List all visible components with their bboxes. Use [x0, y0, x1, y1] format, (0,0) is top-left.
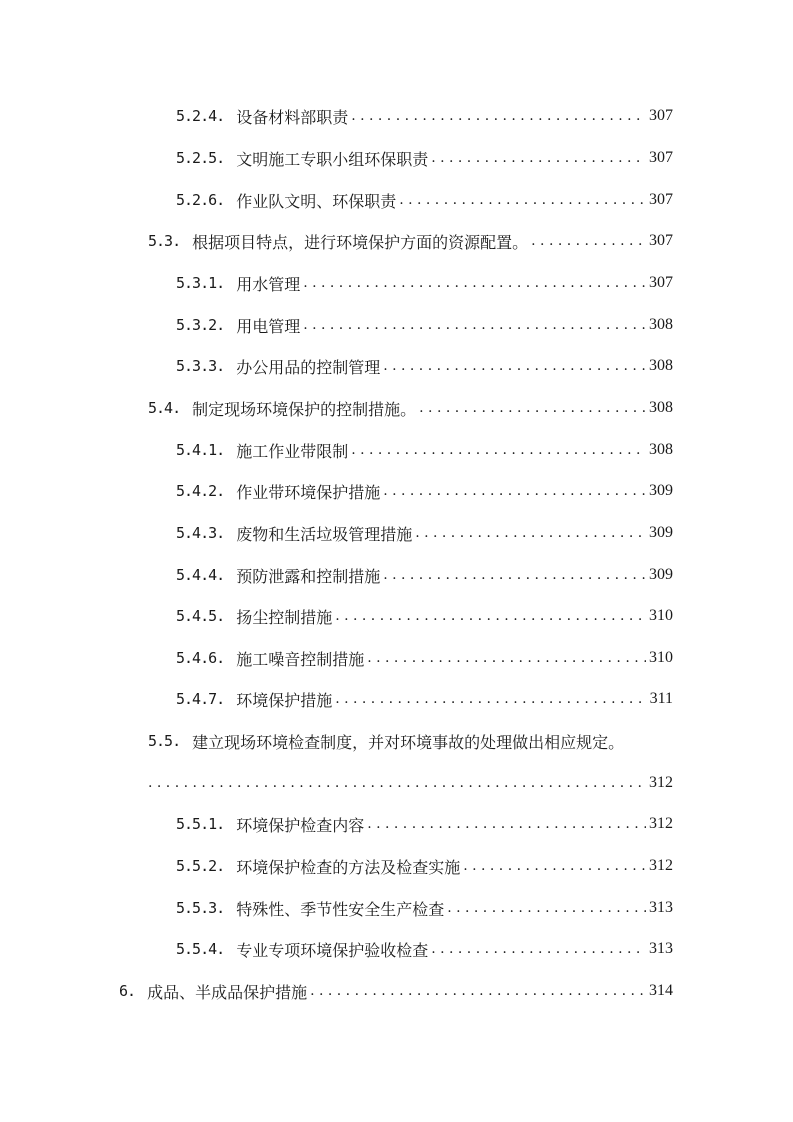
toc-entry[interactable] [176, 479, 673, 503]
entry-title: 文明施工专职小组环保职责 [236, 149, 429, 169]
entry-page: 312 [649, 774, 673, 791]
toc-entry[interactable] [176, 313, 673, 337]
entry-page: 307 [649, 107, 673, 124]
entry-page: 310 [649, 649, 673, 666]
toc-entry[interactable] [176, 604, 673, 628]
entry-title: 制定现场环境保护的控制措施。 [192, 399, 417, 419]
entry-title: 环境保护措施 [236, 690, 333, 710]
toc-entry[interactable] [176, 812, 673, 836]
entry-page: 309 [649, 524, 673, 541]
dot-leader [399, 192, 646, 208]
toc-entry[interactable] [176, 438, 673, 462]
entry-title: 根据项目特点，进行环境保护方面的资源配置。 [192, 232, 529, 252]
dot-leader [431, 150, 646, 166]
entry-title: 环境保护检查内容 [236, 815, 365, 835]
dot-leader [148, 775, 646, 791]
entry-number: 5.3.2. [176, 316, 225, 334]
entry-number: 5.5.3. [176, 899, 225, 917]
entry-title: 特殊性、季节性安全生产检查 [236, 899, 445, 919]
entry-number: 5.4.4. [176, 566, 225, 584]
entry-title: 废物和生活垃圾管理措施 [236, 524, 413, 544]
entry-page: 308 [649, 316, 673, 333]
entry-number: 6. [119, 982, 136, 1000]
entry-title: 施工噪音控制措施 [236, 649, 365, 669]
entry-number: 5.4.7. [176, 690, 225, 708]
entry-page: 313 [649, 899, 673, 916]
dot-leader [447, 900, 646, 916]
dot-leader [463, 858, 646, 874]
toc-entry[interactable] [119, 979, 673, 1003]
entry-title: 成品、半成品保护措施 [147, 982, 308, 1002]
entry-number: 5.4.3. [176, 524, 225, 542]
toc-entry[interactable] [176, 937, 673, 961]
dot-leader [531, 233, 646, 249]
entry-title: 用水管理 [236, 274, 301, 294]
entry-number: 5.5.2. [176, 857, 225, 875]
entry-page: 309 [649, 566, 673, 583]
entry-title: 建立现场环境检查制度，并对环境事故的处理做出相应规定。 [192, 732, 625, 752]
dot-leader [383, 358, 646, 374]
toc-entry[interactable] [176, 687, 673, 711]
toc-entry-title-line[interactable] [148, 729, 693, 753]
dot-leader [367, 816, 646, 832]
toc-entry[interactable] [176, 271, 673, 295]
entry-number: 5.5.4. [176, 940, 225, 958]
entry-page: 308 [649, 357, 673, 374]
entry-number: 5.5. [148, 732, 181, 750]
entry-number: 5.2.5. [176, 149, 225, 167]
entry-page: 307 [649, 149, 673, 166]
dot-leader [303, 317, 646, 333]
toc-entry[interactable] [176, 854, 673, 878]
entry-page: 309 [649, 482, 673, 499]
entry-number: 5.4. [148, 399, 181, 417]
entry-title: 扬尘控制措施 [236, 607, 333, 627]
dot-leader [367, 650, 646, 666]
dot-leader [383, 567, 646, 583]
dot-leader [351, 442, 646, 458]
toc-entry[interactable] [176, 646, 673, 670]
dot-leader [303, 275, 646, 291]
entry-title: 用电管理 [236, 316, 301, 336]
toc-entry[interactable] [176, 188, 673, 212]
entry-page: 308 [649, 399, 673, 416]
entry-page: 311 [649, 690, 673, 707]
entry-title: 环境保护检查的方法及检查实施 [236, 857, 461, 877]
entry-title: 施工作业带限制 [236, 441, 349, 461]
entry-page: 312 [649, 857, 673, 874]
entry-number: 5.3.1. [176, 274, 225, 292]
dot-leader [351, 108, 646, 124]
entry-page: 310 [649, 607, 673, 624]
entry-title: 作业队文明、环保职责 [236, 191, 397, 211]
toc-entry[interactable] [176, 354, 673, 378]
dot-leader [310, 983, 646, 999]
toc-entry[interactable] [176, 521, 673, 545]
entry-title: 设备材料部职责 [236, 107, 349, 127]
entry-page: 312 [649, 815, 673, 832]
dot-leader [335, 691, 646, 707]
dot-leader [383, 483, 646, 499]
toc-entry[interactable] [176, 563, 673, 587]
entry-page: 308 [649, 441, 673, 458]
entry-title: 作业带环境保护措施 [236, 482, 381, 502]
toc-entry-leader-line[interactable] [148, 771, 673, 795]
toc-entry[interactable] [176, 896, 673, 920]
dot-leader [335, 608, 646, 624]
toc-entry[interactable] [148, 229, 673, 253]
entry-page: 307 [649, 232, 673, 249]
toc-entry[interactable] [148, 396, 673, 420]
entry-number: 5.3. [148, 232, 181, 250]
entry-number: 5.4.6. [176, 649, 225, 667]
entry-number: 5.4.1. [176, 441, 225, 459]
entry-title: 办公用品的控制管理 [236, 357, 381, 377]
toc-entry[interactable] [176, 146, 673, 170]
dot-leader [415, 525, 646, 541]
entry-number: 5.3.3. [176, 357, 225, 375]
entry-page: 313 [649, 940, 673, 957]
entry-number: 5.4.2. [176, 482, 225, 500]
entry-number: 5.4.5. [176, 607, 225, 625]
entry-page: 307 [649, 191, 673, 208]
entry-title: 专业专项环境保护验收检查 [236, 940, 429, 960]
entry-number: 5.2.6. [176, 191, 225, 209]
toc-entry[interactable] [176, 104, 673, 128]
entry-title: 预防泄露和控制措施 [236, 566, 381, 586]
entry-number: 5.5.1. [176, 815, 225, 833]
entry-page: 307 [649, 274, 673, 291]
dot-leader [431, 941, 646, 957]
dot-leader [419, 400, 646, 416]
entry-number: 5.2.4. [176, 107, 225, 125]
entry-page: 314 [649, 982, 673, 999]
